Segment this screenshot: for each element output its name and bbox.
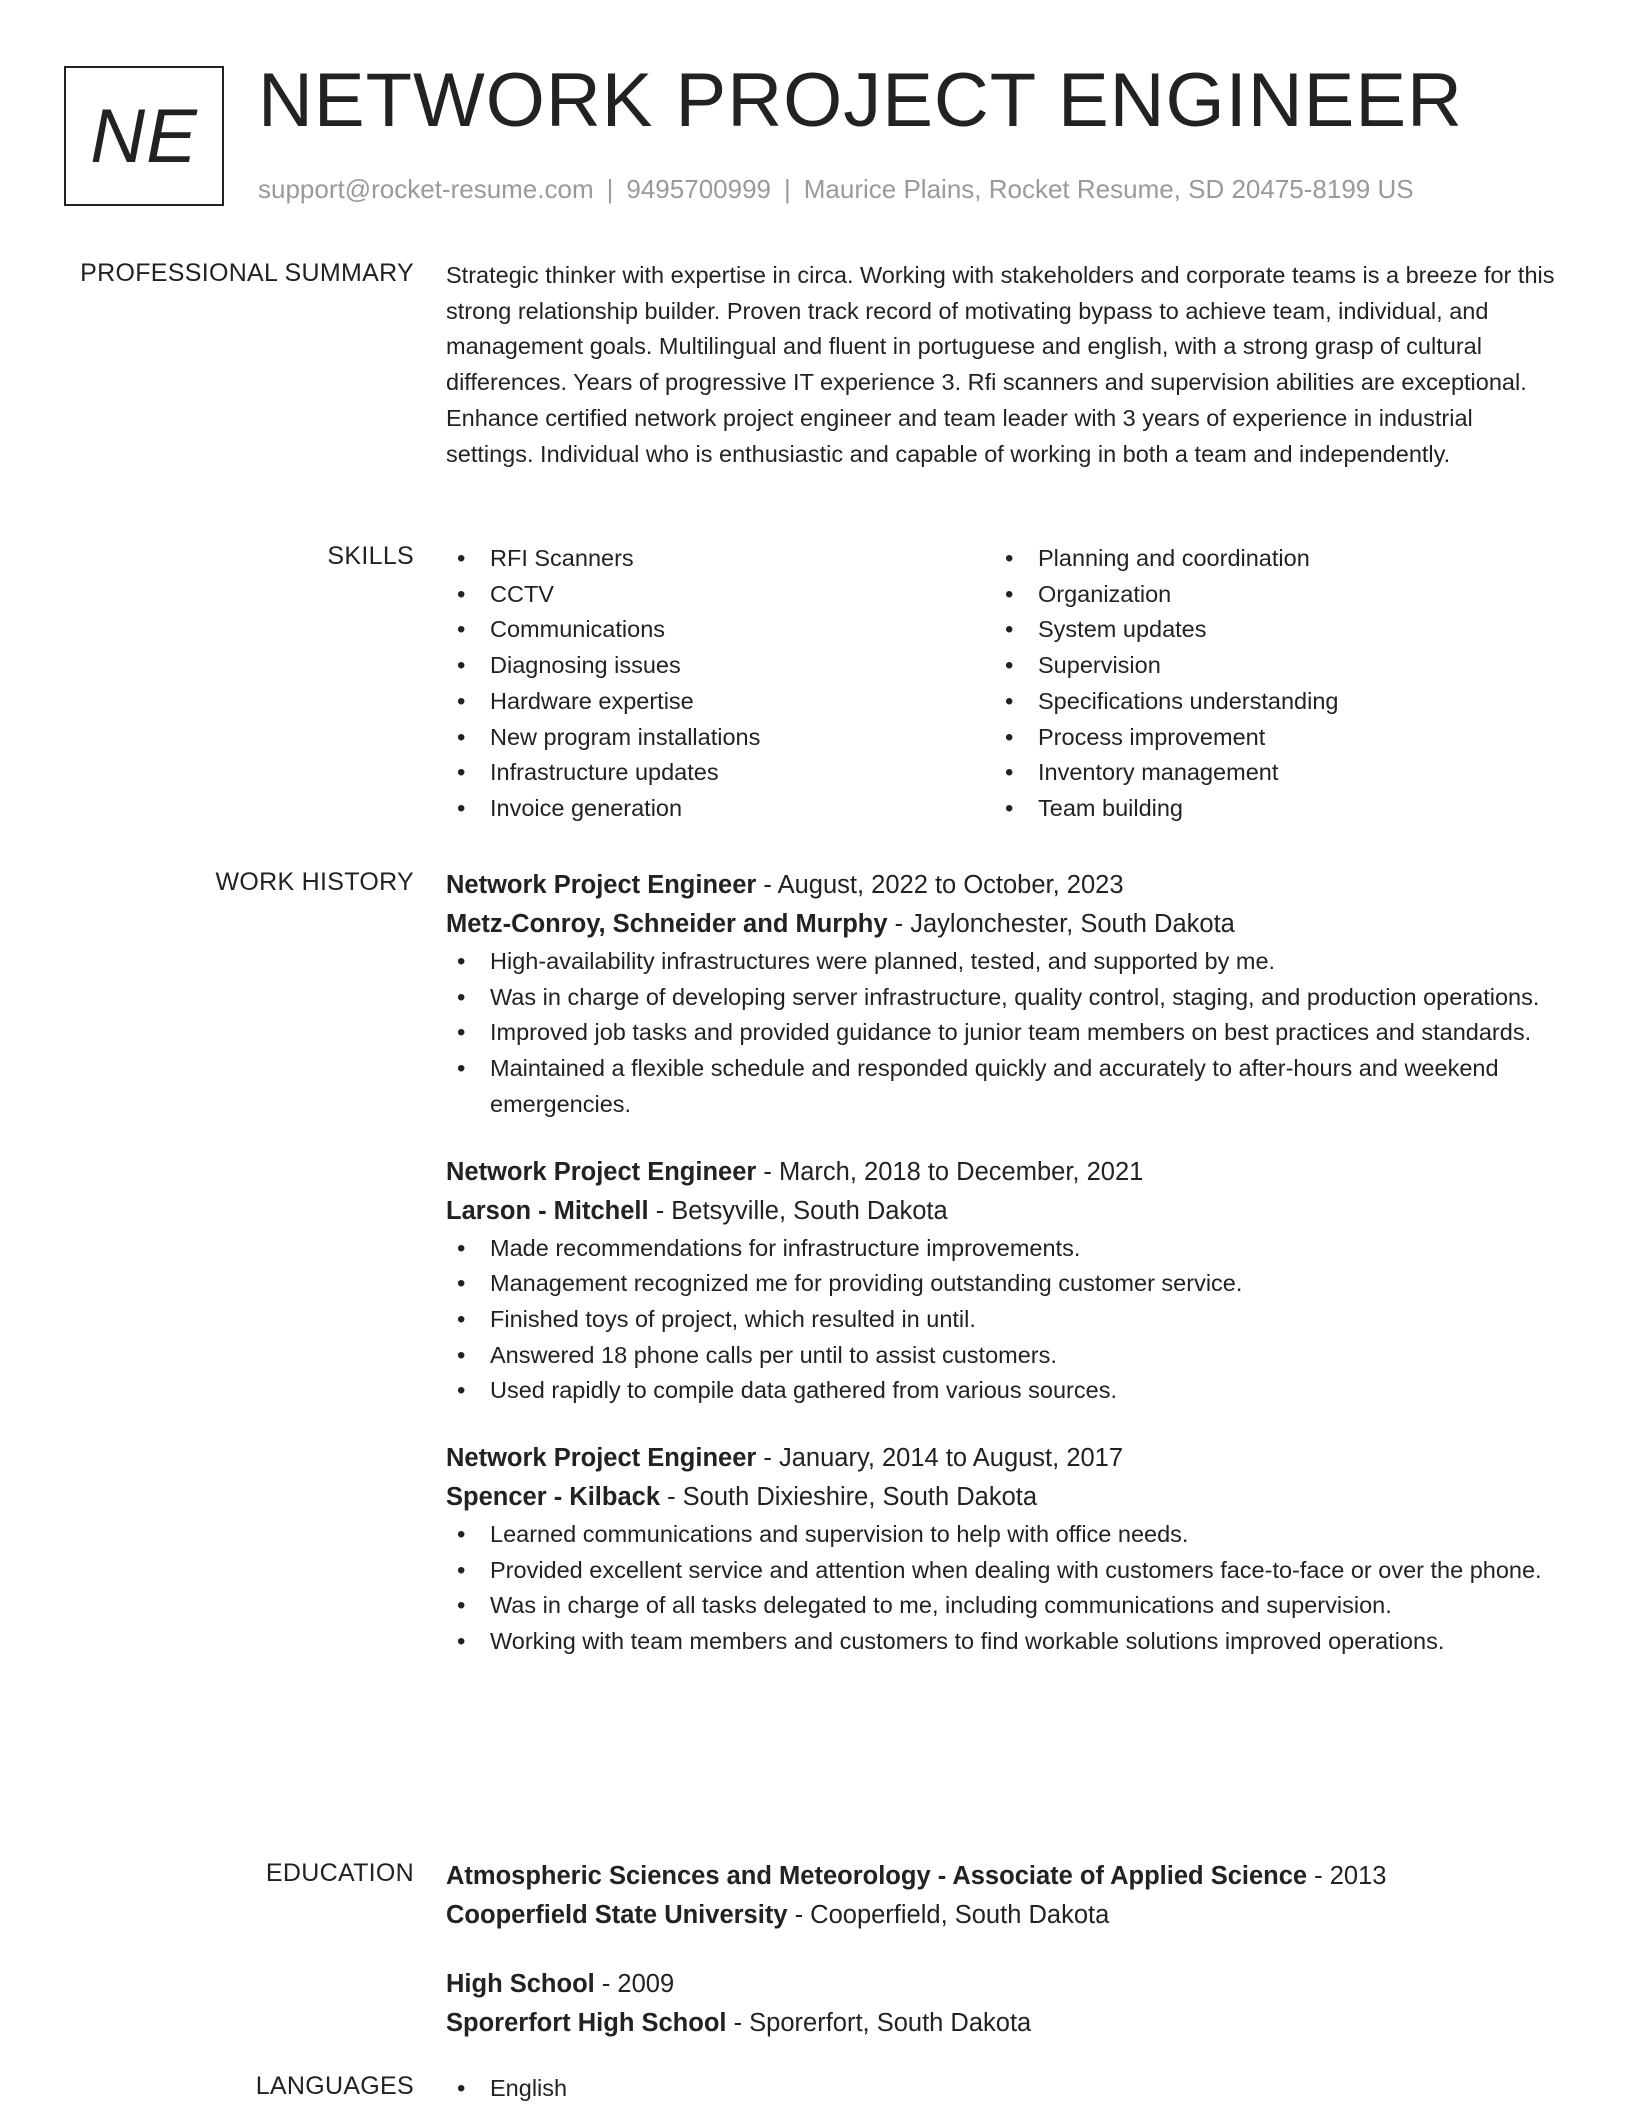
job-title: Network Project Engineer [446, 1444, 757, 1473]
skill-item: • New program installations [446, 720, 994, 756]
job-bullets [446, 944, 1564, 1123]
job-company-line [446, 1192, 1564, 1231]
languages-content [446, 2071, 1564, 2107]
skill-item: • Process improvement [994, 720, 1542, 756]
edu-year: - 2009 [594, 1970, 675, 1998]
edu-school-line [446, 2004, 1564, 2043]
job-company: Spencer - Kilback [446, 1483, 660, 1512]
education-entry [446, 1965, 1564, 2043]
skill-item: • Specifications understanding [994, 684, 1542, 720]
language-item: • English [446, 2071, 1564, 2107]
edu-school: Sporerfort High School [446, 2009, 727, 2037]
job-bullets [446, 1517, 1564, 1660]
job-entry [446, 1153, 1564, 1410]
section-heading: EDUCATION [265, 1859, 414, 1887]
job-title: Network Project Engineer [446, 1157, 757, 1186]
job-bullet: • Answered 18 phone calls per until to assist customers. [446, 1338, 1564, 1374]
skill-item: • CCTV [446, 577, 994, 613]
job-company: Larson - Mitchell [446, 1196, 649, 1225]
job-bullet: • High-availability infrastructures were planned, tested, and supported by me. [446, 944, 1564, 980]
job-dates: - January, 2014 to August, 2017 [756, 1444, 1124, 1473]
job-bullet: • Learned communications and supervision to help with office needs. [446, 1517, 1564, 1553]
job-company-line [446, 1478, 1564, 1517]
skills-list-right [994, 541, 1542, 827]
section-heading: LANGUAGES [255, 2072, 414, 2100]
resume-title: NETWORK PROJECT ENGINEER [258, 58, 1463, 143]
summary-content [446, 258, 1564, 472]
edu-degree: Atmospheric Sciences and Meteorology - Associate of Applied Science [446, 1862, 1308, 1890]
skill-item: • Infrastructure updates [446, 755, 994, 791]
skills-content [446, 541, 1564, 827]
job-location: - Jaylonchester, South Dakota [887, 910, 1235, 938]
skill-item: • Invoice generation [446, 791, 994, 827]
job-bullet: • Provided excellent service and attention when dealing with customers face-to-face or over the phone. [446, 1553, 1564, 1589]
section-heading: PROFESSIONAL SUMMARY [80, 259, 414, 287]
contact-separator: | [606, 174, 614, 204]
edu-school: Cooperfield State University [446, 1901, 788, 1929]
job-title-line [446, 1439, 1564, 1478]
job-bullet: • Working with team members and customers to find workable solutions improved operations. [446, 1624, 1564, 1660]
summary-text: Strategic thinker with expertise in circa. Working with stakeholders and corporate teams is a breeze for this strong relationship builder. Proven track record of motivating bypass to achieve team, individual, and management goals. Multilingual and fluent in portuguese and english, with a strong grasp of cultural differences. Years of progressive IT experience 3. Rfi scanners and supervision abilities are exceptional. Enhance certified network project engineer and team leader with 3 years of experience in industrial settings. Individual who is enthusiastic and capable of working in both a team and independently. [446, 262, 1555, 467]
job-bullet: • Finished toys of project, which resulted in until. [446, 1302, 1564, 1338]
job-entry [446, 866, 1564, 1123]
edu-location: - Sporerfort, South Dakota [726, 2009, 1032, 2037]
edu-location: - Cooperfield, South Dakota [787, 1901, 1110, 1929]
job-bullet: • Used rapidly to compile data gathered from various sources. [446, 1373, 1564, 1409]
edu-school-line [446, 1896, 1564, 1935]
contact-address: Maurice Plains, Rocket Resume, SD 20475-8199 US [803, 174, 1414, 204]
job-dates: - March, 2018 to December, 2021 [756, 1157, 1144, 1186]
skill-item: • Organization [994, 577, 1542, 613]
skill-item: • Inventory management [994, 755, 1542, 791]
skill-item: • RFI Scanners [446, 541, 994, 577]
section-heading: SKILLS [327, 542, 414, 570]
job-title: Network Project Engineer [446, 871, 757, 899]
job-company: Metz-Conroy, Schneider and Murphy [446, 910, 888, 938]
job-location: - South Dixieshire, South Dakota [660, 1483, 1038, 1512]
skill-item: • Planning and coordination [994, 541, 1542, 577]
skill-item: • Diagnosing issues [446, 648, 994, 684]
job-bullets [446, 1231, 1564, 1410]
section-heading: WORK HISTORY [215, 868, 414, 896]
skill-item: • System updates [994, 612, 1542, 648]
skill-item: • Hardware expertise [446, 684, 994, 720]
skill-item: • Supervision [994, 648, 1542, 684]
skill-item: • Team building [994, 791, 1542, 827]
job-bullet: • Made recommendations for infrastructure improvements. [446, 1231, 1564, 1267]
skill-item: • Communications [446, 612, 994, 648]
education-entry [446, 1857, 1564, 1935]
job-bullet: • Management recognized me for providing outstanding customer service. [446, 1266, 1564, 1302]
contact-phone[interactable]: 9495700999 [626, 174, 771, 204]
job-entry [446, 1439, 1564, 1660]
job-location: - Betsyville, South Dakota [648, 1196, 948, 1225]
job-dates: - August, 2022 to October, 2023 [756, 871, 1124, 899]
job-company-line [446, 905, 1564, 944]
contact-separator: | [784, 174, 791, 204]
skills-list-left [446, 541, 994, 827]
job-bullet: • Was in charge of developing server infrastructure, quality control, staging, and production operations. [446, 980, 1564, 1016]
edu-degree: High School [446, 1970, 595, 1998]
job-title-line [446, 1153, 1564, 1192]
contact-line [258, 174, 1414, 205]
edu-year: - 2013 [1307, 1862, 1387, 1890]
education-content [446, 1857, 1564, 2073]
contact-email[interactable]: support@rocket-resume.com [258, 174, 594, 204]
job-title-line [446, 866, 1564, 905]
job-bullet: • Maintained a flexible schedule and responded quickly and accurately to after-hours and weekend emergencies. [446, 1051, 1564, 1122]
job-bullet: • Was in charge of all tasks delegated to me, including communications and supervision. [446, 1588, 1564, 1624]
job-bullet: • Improved job tasks and provided guidance to junior team members on best practices and standards. [446, 1015, 1564, 1051]
edu-degree-line [446, 1857, 1564, 1896]
monogram: NE [64, 66, 224, 206]
work-history-content [446, 866, 1564, 1690]
languages-list [446, 2071, 1564, 2107]
edu-degree-line [446, 1965, 1564, 2004]
